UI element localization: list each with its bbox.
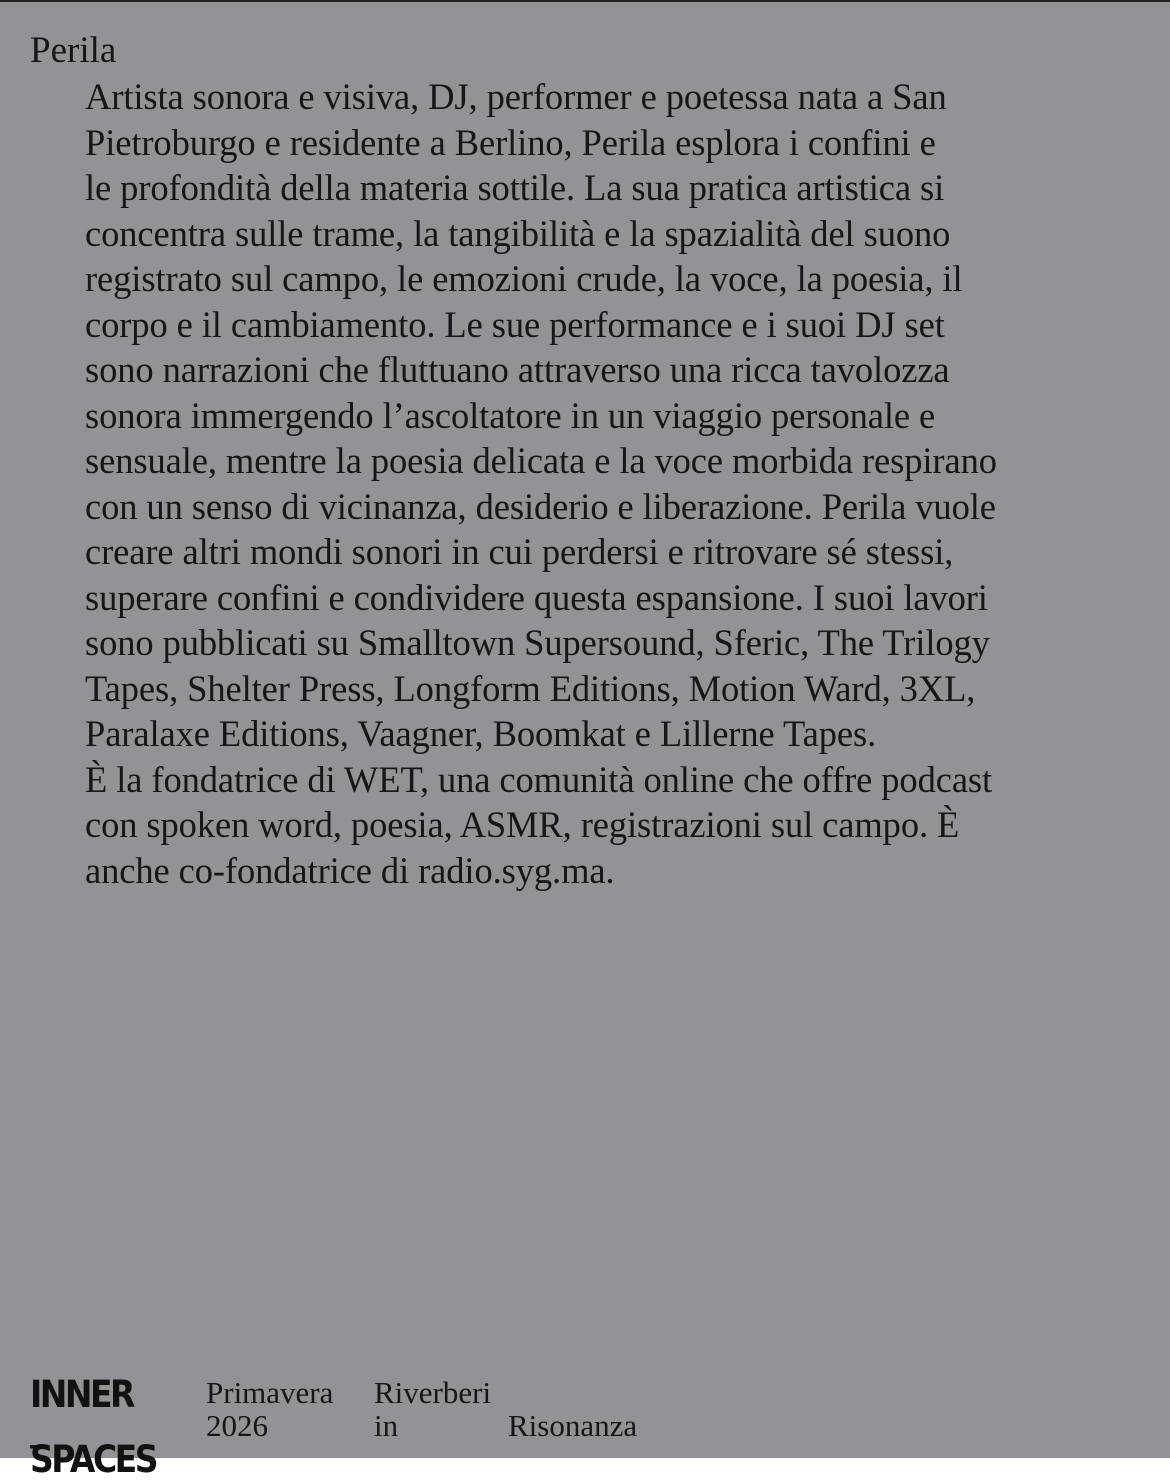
season-label: Primavera: [206, 1375, 334, 1410]
title-word-in: in: [374, 1408, 399, 1443]
bio-line: È la fondatrice di WET, una comunità online che offre podcast: [85, 758, 993, 800]
artist-name: Perila: [30, 30, 117, 71]
bio-line: Artista sonora e visiva, DJ, performer e poetessa nata a San: [85, 76, 947, 117]
year-label: 2026: [206, 1408, 268, 1443]
artist-bio: [85, 74, 1145, 893]
bio-line: creare altri mondi sonori in cui perdersi e ritrovare sé stessi,: [85, 531, 954, 572]
logo-line-spaces: SPACES: [30, 1437, 156, 1481]
bio-line: Pietroburgo e residente a Berlino, Perila esplora i confini e: [85, 121, 936, 163]
footer: [0, 1372, 1170, 1481]
bio-line: con un senso di vicinanza, desiderio e liberazione. Perila vuole: [85, 485, 996, 527]
bio-line: registrato sul campo, le emozioni crude, la voce, la poesia, il: [85, 258, 963, 299]
bio-line: sensuale, mentre la poesia delicata e la voce morbida respirano: [85, 440, 997, 481]
inner-spaces-logo: [30, 1372, 156, 1481]
logo-line-inner: [30, 1372, 156, 1449]
bio-line: sono pubblicati su Smalltown Supersound, Sferic, The Trilogy: [85, 622, 990, 663]
logo-word-inner: INNER: [30, 1372, 133, 1417]
bio-line: concentra sulle trame, la tangibilità e la spazialità del suono: [85, 212, 951, 254]
title-word-risonanza: Risonanza: [508, 1408, 638, 1443]
bio-line: con spoken word, poesia, ASMR, registrazioni sul campo. È: [85, 804, 960, 845]
bio-line: sonora immergendo l’ascoltatore in un viaggio personale e: [85, 394, 936, 436]
bio-line: Paralaxe Editions, Vaagner, Boomkat e Lillerne Tapes.: [85, 713, 877, 754]
bio-line: anche co-fondatrice di radio.syg.ma.: [85, 849, 615, 891]
bio-line: le profondità della materia sottile. La sua pratica artistica si: [85, 167, 945, 208]
title-word-riverberi: Riverberi: [374, 1375, 492, 1410]
bio-line: sono narrazioni che fluttuano attraverso una ricca tavolozza: [85, 349, 950, 390]
bio-line: corpo e il cambiamento. Le sue performance e i suoi DJ set: [85, 303, 945, 345]
bio-line: superare confini e condividere questa espansione. I suoi lavori: [85, 576, 988, 618]
logo-underscore: _: [30, 1404, 47, 1449]
bio-line: Tapes, Shelter Press, Longform Editions, Motion Ward, 3XL,: [85, 667, 976, 709]
